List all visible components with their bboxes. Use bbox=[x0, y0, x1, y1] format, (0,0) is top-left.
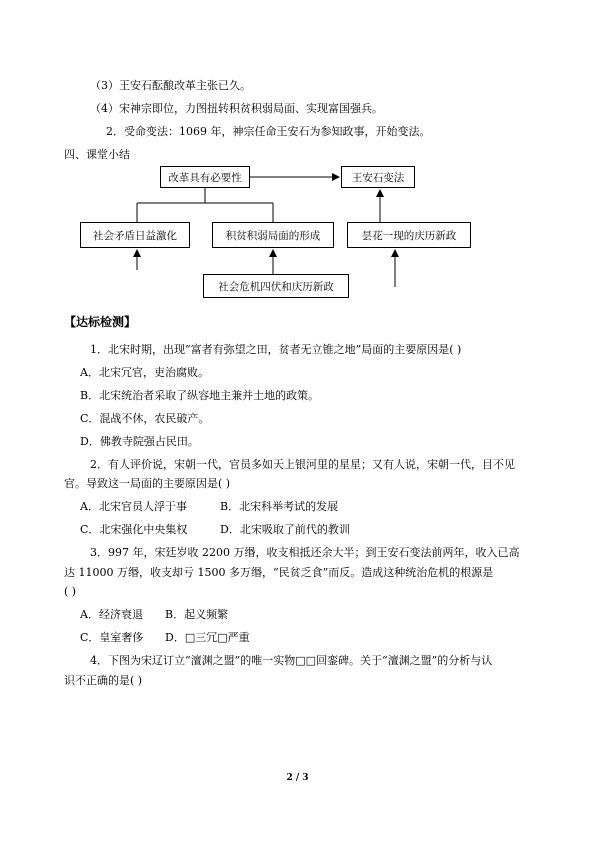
q2-stem-line1: 2．有人评价说，宋朝一代，官员多如天上银河里的星星；又有人说，宋朝一代，目不见 bbox=[90, 458, 515, 471]
q2-option-d: D．北宋吸取了前代的教训 bbox=[220, 523, 350, 536]
q4-stem-line2: 识不正确的是( ) bbox=[64, 674, 143, 687]
intro-line-2: （4）宋神宗即位，力图扭转积贫积弱局面、实现富国强兵。 bbox=[90, 102, 383, 115]
q1-option-a: A．北宋冗官，吏治腐败。 bbox=[80, 366, 209, 379]
q3-option-d: D．□三冗□严重 bbox=[165, 631, 250, 644]
q4-stem-line1: 4．下图为宋辽订立“澶渊之盟”的唯一实物□□回銮碑。关于“澶渊之盟”的分析与认 bbox=[90, 654, 493, 667]
q3-stem-line2: 达 11000 万缗，收支却亏 1500 多万缗，“民贫乏食”而反。造成这种统治危机的根源是 bbox=[64, 566, 494, 579]
q3-option-c: C．皇室奢侈 bbox=[80, 631, 144, 644]
q1-option-b: B．北宋统治者采取了纵容地主兼并土地的政策。 bbox=[80, 389, 320, 402]
q1-stem: 1．北宋时期，出现“富者有弥望之田，贫者无立锥之地”局面的主要原因是( ) bbox=[90, 343, 462, 356]
section-4-heading: 四、课堂小结 bbox=[64, 148, 130, 161]
box-qingli-reform: 昙花一现的庆历新政 bbox=[347, 222, 471, 248]
q2-option-b: B．北宋科举考试的发展 bbox=[220, 500, 339, 513]
section-title: 【达标检测】 bbox=[64, 315, 137, 329]
intro-line-3: 2．受命变法：1069 年，神宗任命王安石为参知政事，开始变法。 bbox=[106, 125, 431, 138]
box-social-crisis: 社会危机四伏和庆历新政 bbox=[203, 274, 349, 298]
q1-option-c: C．混战不休，农民破产。 bbox=[80, 412, 210, 425]
page-number: 2 / 3 bbox=[286, 773, 309, 783]
q2-stem-line2: 官。导致这一局面的主要原因是( ) bbox=[64, 477, 231, 490]
q2-option-c: C．北宋强化中央集权 bbox=[80, 523, 188, 536]
q3-option-b: B．起义频繁 bbox=[165, 608, 229, 621]
q3-option-a: A．经济衰退 bbox=[80, 608, 143, 621]
q3-stem-line3: ( ) bbox=[64, 585, 77, 598]
q3-stem-line1: 3．997 年，宋廷岁收 2200 万缗，收支相抵还余大半；到王安石变法前两年，收入已高 bbox=[90, 546, 520, 559]
q2-option-a: A．北宋官员人浮于事 bbox=[80, 500, 187, 513]
intro-line-1: （3）王安石酝酿改革主张已久。 bbox=[90, 79, 251, 92]
box-reform-necessity: 改革具有必要性 bbox=[160, 166, 250, 188]
box-poverty-weakness: 积贫积弱局面的形成 bbox=[212, 222, 334, 248]
q1-option-d: D．佛教寺院强占民田。 bbox=[80, 435, 199, 448]
box-wang-anshi-reform: 王安石变法 bbox=[341, 166, 415, 188]
box-social-conflict: 社会矛盾日益激化 bbox=[80, 222, 190, 248]
